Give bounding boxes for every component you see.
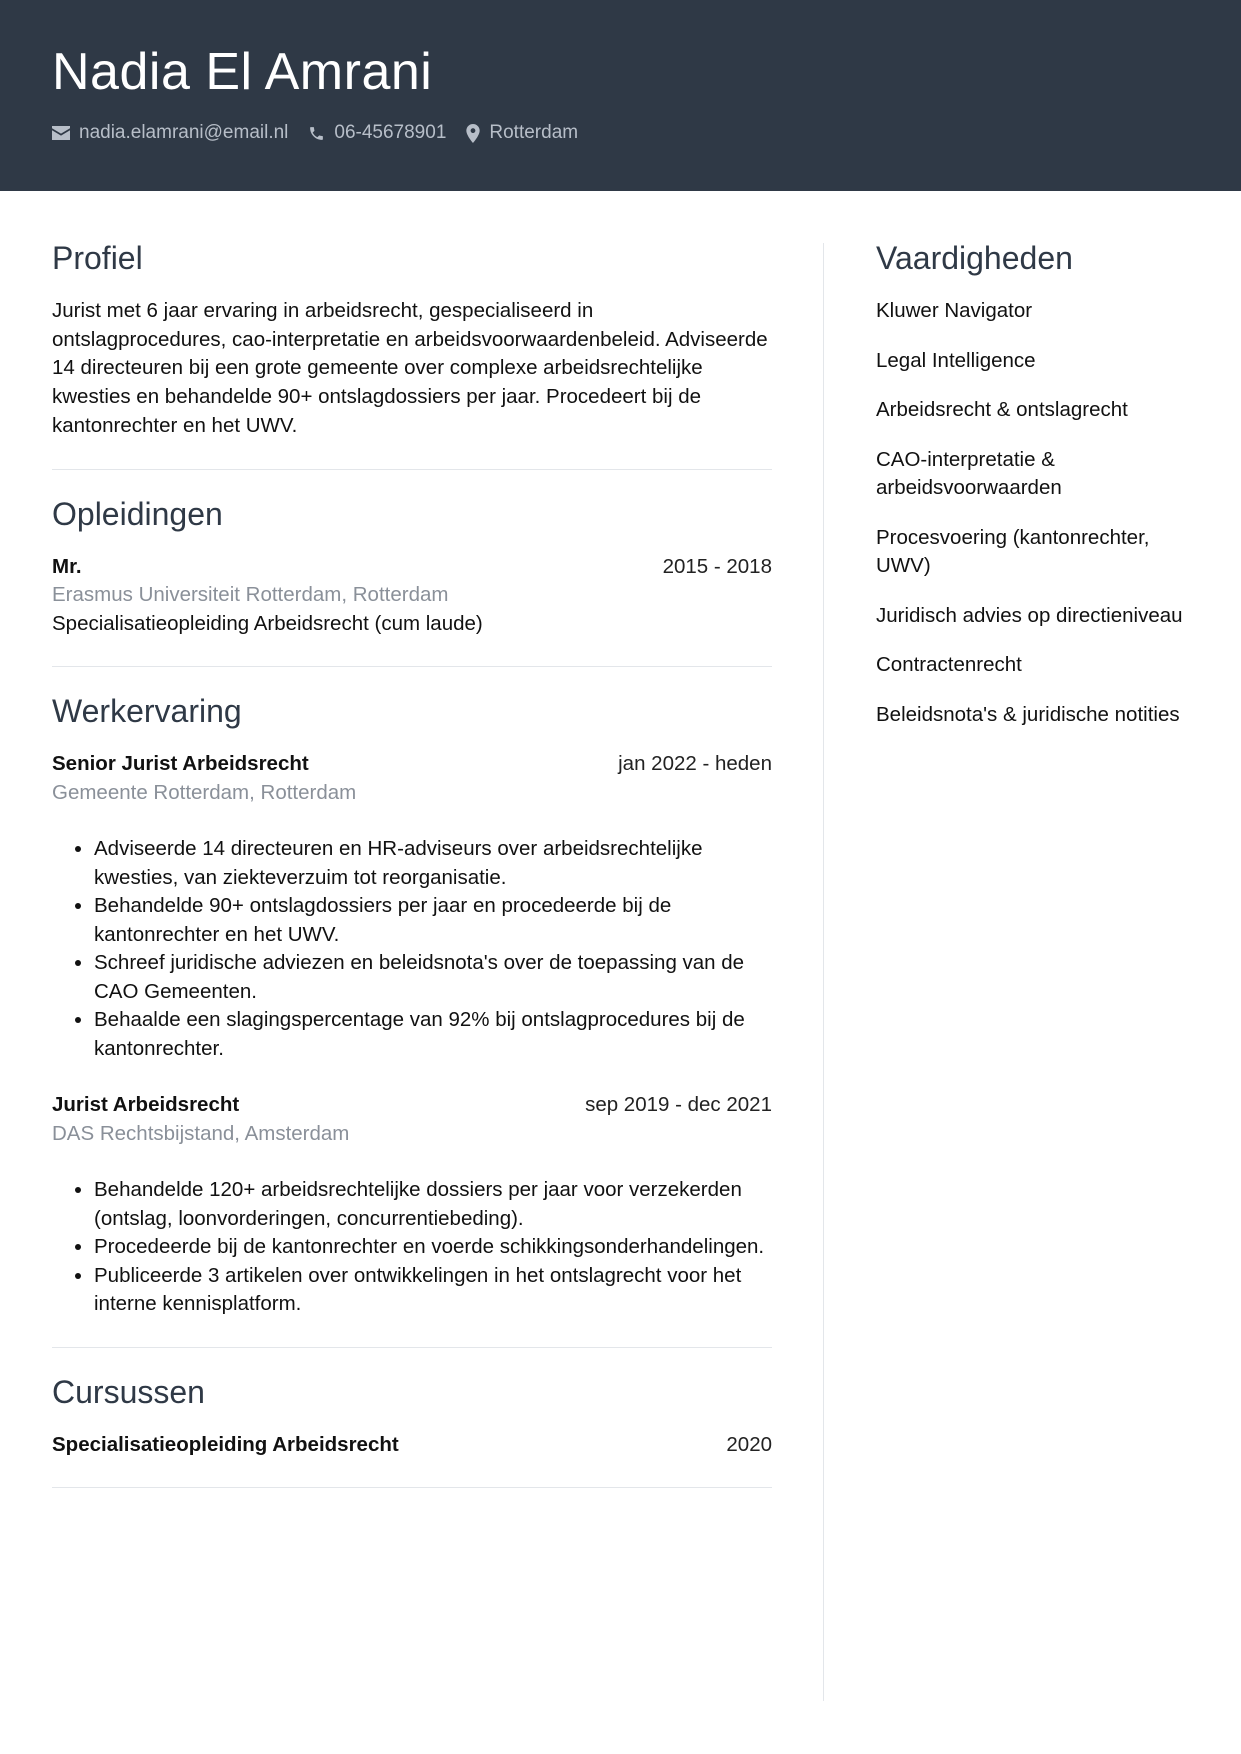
job-title: Jurist Arbeidsrecht [52,1093,240,1117]
skill-item: Legal Intelligence [876,348,1036,372]
experience-item [52,1091,772,1347]
job-bullet: • Publiceerde 3 artikelen over ontwikkelingen in het ontslagrecht voor het interne kennisplatform. [94,1262,772,1319]
job-bullet: • Schreef juridische adviezen en beleidsnota's over de toepassing van de CAO Gemeenten. [94,949,772,1006]
experience-section [52,693,772,1348]
course-name: Specialisatieopleiding Arbeidsrecht [52,1432,399,1456]
email-text: nadia.elamrani@email.nl [79,122,289,143]
profile-text: Jurist met 6 jaar ervaring in arbeidsrecht, gespecialiseerd in ontslagprocedures, cao-interpretatie en arbeidsvoorwaardenbeleid. Adviseerde 14 directeuren bij een grote gemeente over complexe arbeidsrechtelijke kwesties en behandelde 90+ ontslagdossiers per jaar. Procedeert bij de kantonrechter en het UWV. [52,299,768,437]
map-pin-icon [466,124,480,143]
column-divider [823,243,824,1701]
job-dates: sep 2019 - dec 2021 [585,1093,772,1117]
job-bullets [52,1176,772,1319]
skill-item: CAO-interpretatie & arbeidsvoorwaarden [876,447,1062,499]
profile-heading: Profiel [52,240,143,276]
skill-item: Contractenrecht [876,653,1022,676]
main-column [52,240,772,1488]
job-company: DAS Rechtsbijstand, Amsterdam [52,1121,350,1145]
phone-icon [308,125,325,142]
education-description: Specialisatieopleiding Arbeidsrecht (cum laude) [52,611,483,635]
job-bullet: • Procedeerde bij de kantonrechter en voerde schikkingsonderhandelingen. [94,1233,772,1262]
course-year: 2020 [726,1432,772,1456]
job-bullet: • Behaalde een slagingspercentage van 92% bij ontslagprocedures bij de kantonrechter. [94,1006,772,1063]
job-title: Senior Jurist Arbeidsrecht [52,752,309,776]
skill-item: Arbeidsrecht & ontslagrecht [876,398,1128,421]
skill-item: Kluwer Navigator [876,299,1033,322]
education-institution: Erasmus Universiteit Rotterdam, Rotterdam [52,583,449,607]
envelope-icon [52,126,70,140]
skills-heading: Vaardigheden [876,240,1073,276]
experience-heading: Werkervaring [52,693,242,730]
resume-header [0,0,1241,191]
job-dates: jan 2022 - heden [618,752,772,776]
job-company: Gemeente Rotterdam, Rotterdam [52,780,357,804]
candidate-name: Nadia El Amrani [52,43,433,101]
skill-item: Beleidsnota's & juridische notities [876,702,1180,726]
education-heading: Opleidingen [52,495,223,532]
skill-item: Juridisch advies op directieniveau [876,603,1183,627]
contact-phone [308,122,446,144]
job-bullet: • Behandelde 120+ arbeidsrechtelijke dossiers per jaar voor verzekerden (ontslag, loonvorderingen, concurrentiebeding). [94,1176,772,1233]
education-section [52,496,772,668]
contact-email [52,122,288,144]
course-item [52,1431,772,1488]
experience-item [52,750,772,1091]
courses-heading: Cursussen [52,1373,205,1410]
phone-text: 06-45678901 [334,122,447,143]
degree-title: Mr. [52,554,82,578]
skills-list [876,297,1206,729]
contact-location [466,122,578,144]
skill-item: Procesvoering (kantonrechter, UWV) [876,525,1150,577]
profile-section [52,240,772,470]
courses-section [52,1374,772,1489]
job-bullet: • Behandelde 90+ ontslagdossiers per jaar en procedeerde bij de kantonrechter en het UWV. [94,892,772,949]
location-text: Rotterdam [489,122,579,143]
sidebar-column [876,240,1206,750]
contact-info [52,122,598,144]
education-item [52,553,772,667]
education-dates: 2015 - 2018 [662,554,772,578]
job-bullet: • Adviseerde 14 directeuren en HR-adviseurs over arbeidsrechtelijke kwesties, van ziekteverzuim tot reorganisatie. [94,835,772,892]
job-bullets [52,835,772,1063]
